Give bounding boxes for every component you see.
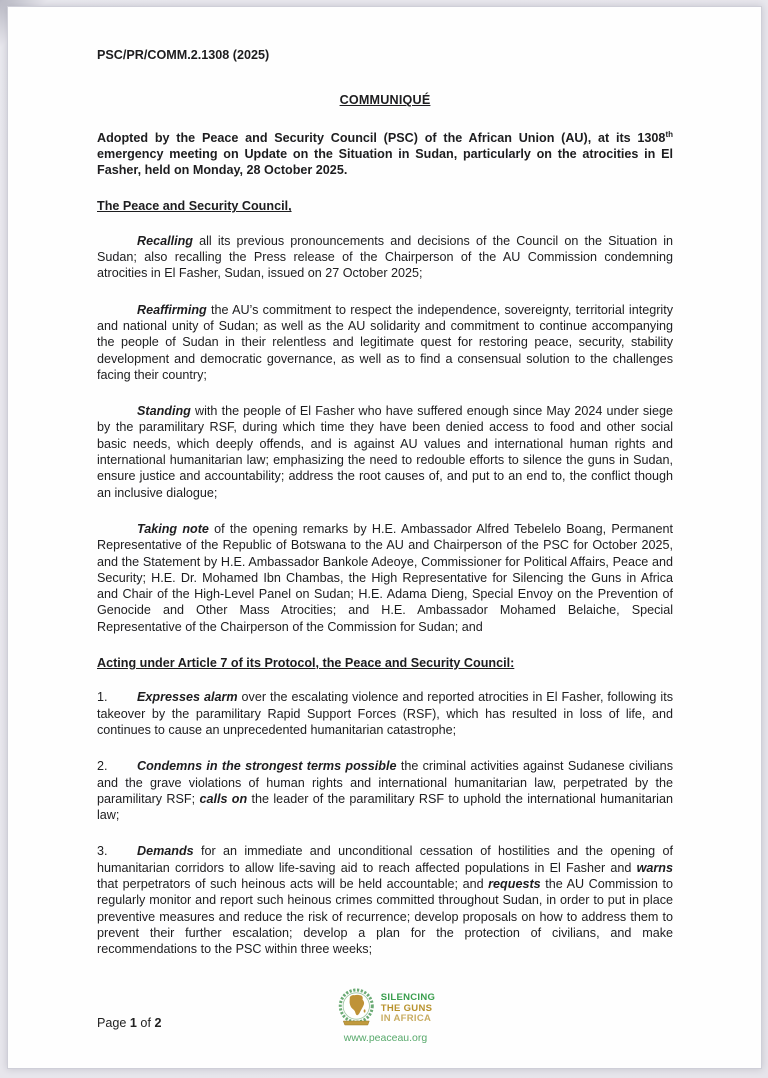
text-run: that perpetrators of such heinous acts will be held accountable; and (97, 876, 489, 891)
text-run: Reaffirming (137, 302, 207, 317)
text-run: with the people of El Fasher who have suffered enough since May 2024 under siege by the paramilitary RSF, during which time they have been denied access to food and other social basic needs, which deeply offends, and is against AU values and international human rights and international humanitarian law; emphasizing the need to redouble efforts to silence the guns in Sudan, ensure justice and accountability; address the root causes of, and put to an end to, the conflict though an inclusive dialogue; (97, 404, 673, 500)
text-run: emergency meeting on Update on the Situation in Sudan, particularly on the atrocities in El Fasher, held on Monday, 28 October 2025. (97, 146, 673, 178)
document-reference (97, 47, 673, 63)
page-number-prefix: Page (97, 1016, 130, 1030)
paragraph-number: 1. (97, 690, 108, 705)
text-run: Expresses alarm (137, 690, 238, 705)
text-run: Acting under Article 7 of its Protocol, the Peace and Security Council: (97, 656, 515, 671)
text-run: the AU Commission to regularly monitor and report such heinous crimes committed throughout Sudan, in order to put in place preventive measures and reduce the risk of recurrence; develop proposals on how to address them to prevent their further escalation; develop a plan for the protection of civilians, and make recommendations to the PSC within three weeks; (97, 876, 673, 957)
text-run: Condemns in the strongest terms possible (137, 759, 397, 774)
text-run: the leader of the paramilitary RSF to uphold the international humanitarian law; (97, 791, 673, 823)
operative-paragraph (97, 689, 673, 738)
operative-paragraph (97, 843, 673, 957)
logo-line-in-africa: IN AFRICA (380, 1013, 432, 1025)
text-run: requests (488, 876, 541, 891)
text-run: COMMUNIQUÉ (339, 93, 431, 108)
text-run: the AU’s commitment to respect the independence, sovereignty, territorial integrity and national unity of Sudan; as well as the AU solidarity and commitment to continue accompanying the people of Sudan in their relentless and legitimate quest for restoring peace, security, stability development and democratic governance, as well as to find a consensual solution to the challenges facing their country; (97, 302, 673, 382)
text-run: warns (636, 860, 673, 875)
text-run: the criminal activities against Sudanese civilians and the grave violations of human rights and international humanitarian law, perpetrated by the paramilitary RSF; (97, 759, 673, 806)
adoption-statement (97, 130, 673, 179)
preamble-paragraph (97, 233, 673, 282)
preamble-paragraph (97, 302, 673, 383)
text-run: th (665, 129, 673, 139)
text-run: all its previous pronouncements and decisions of the Council on the Situation in Sudan; also recalling the Press release of the Chairperson of the AU Commission condemning atrocities in El Fasher, Sudan, issued on 27 October 2025; (97, 233, 673, 281)
section-heading (97, 655, 673, 671)
section-heading (97, 198, 673, 214)
document-title (97, 92, 673, 108)
africa-emblem-icon (336, 988, 376, 1030)
text-run: Adopted by the Peace and Security Council (PSC) of the African Union (AU), at its 1308 (97, 130, 666, 145)
text-run: The Peace and Security Council, (97, 199, 292, 214)
document-body (97, 47, 673, 977)
logo-row (336, 988, 435, 1030)
operative-paragraph (97, 758, 673, 823)
text-run: over the escalating violence and reported atrocities in El Fasher, following its takeover by the paramilitary Rapid Support Forces (RSF), which has resulted in loss of life, and continues to cause an unprecedented humanitarian catastrophe; (97, 690, 673, 737)
paragraph-number: 2. (97, 759, 108, 774)
text-run: for an immediate and unconditional cessation of hostilities and the opening of humanitarian corridors to allow life-saving aid to reach affected populations in El Fasher and (97, 844, 673, 875)
logo-text (381, 993, 435, 1025)
text-run: Recalling (137, 233, 193, 248)
text-run: PSC/PR/COMM.2.1308 (2025) (97, 48, 270, 62)
text-run: Standing (137, 404, 191, 419)
logo-line-the-guns: THE GUNS (380, 1002, 433, 1014)
text-run: Taking note (137, 521, 209, 536)
page-number-total: 2 (154, 1016, 162, 1030)
peaceau-url: www.peaceau.org (343, 1032, 428, 1044)
text-run: of the opening remarks by H.E. Ambassador Alfred Tebelelo Boang, Permanent Representative of the Republic of Botswana to the AU and Chairperson of the PSC for October 2025, and the Statement by H.E. Ambassador Bankole Adeoye, Commissioner for Political Affairs, Peace and Security; H.E. Dr. Mohamed Ibn Chambas, the High Representative for Silencing the Guns in Africa and Chair of the High-Level Panel on Sudan; H.E. Adama Dieng, Special Envoy on the Prevention of Genocide and Other Mass Atrocities; and H.E. Ambassador Mohamed Belaiche, Special Representative of the Chairperson of the Commission for Sudan; and (97, 521, 673, 634)
logo-line-silencing: SILENCING (380, 992, 436, 1004)
preamble-paragraph (97, 403, 673, 501)
silencing-guns-logo (336, 988, 435, 1044)
paragraph-number: 3. (97, 844, 108, 859)
page-number-current: 1 (129, 1016, 137, 1030)
page-number (97, 1016, 161, 1030)
text-run: calls on (199, 791, 248, 806)
preamble-paragraph (97, 521, 673, 635)
document-page (7, 6, 762, 1069)
page-number-middle: of (136, 1016, 155, 1030)
text-run: Demands (137, 844, 194, 859)
